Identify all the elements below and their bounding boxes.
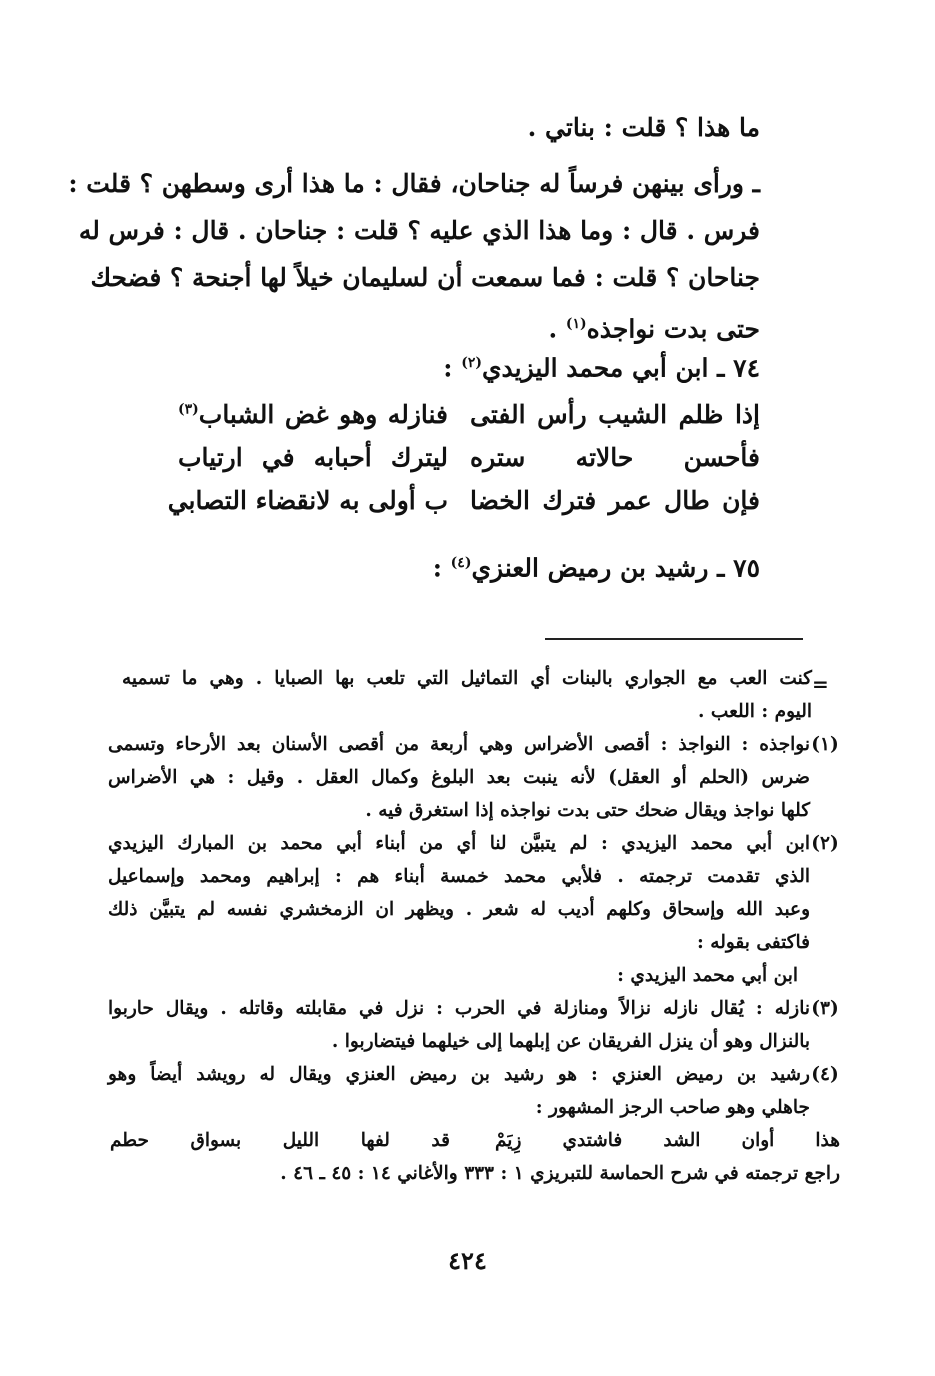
footnote-line: اليوم : اللعب . [698,701,812,722]
footnote-line: نازله : يُقال نازله نزالاً ومنازلة في الحرب : نزل في مقابلته وقاتله . ويقال حاربوا [108,998,810,1019]
entry-75-colon: : [432,553,451,583]
body-line-1: ما هذا ؟ قلت : بناتي . [527,113,760,142]
verse-hemistich-2 [178,400,448,429]
footnote-1 [108,728,839,827]
footnote-2-label: (٢) [811,833,839,854]
verse-hemistich-2: ليترك أحبابه في ارتياب [178,443,448,472]
footnote-line: فاكتفى بقوله : [697,932,810,953]
footnote-4-label: (٤) [811,1064,839,1085]
footnotes [108,662,840,1190]
poem-74 [160,400,760,529]
footnote-1-label: (١) [811,734,839,755]
body-line-4: جناحان ؟ قلت : فما سمعت أن لسليمان خيلاً لها أجنحة ؟ فضحك [90,263,760,292]
footnote-2 [108,827,839,992]
footnote-separator [545,638,803,640]
footnote-line: وعبد الله وإسحاق وكلهم أديب له شعر . ويظهر ان الزمخشري نفسه لم يتبيَّن ذلك [108,899,810,920]
continuation-mark: = [812,672,829,696]
verse-hemistich-2-text: فنازله وهو غض الشباب [198,400,448,429]
verse-hemistich-1: فأحسن حالاته ستره [470,443,760,472]
entry-74-title: ٧٤ ـ ابن أبي محمد اليزيدي [481,353,760,383]
verse-row [160,443,760,486]
footnote-line: جاهلي وهو صاحب الرجز المشهور : [535,1097,810,1118]
rajaz-hemistich-2: قد لفها الليل بسواق حطم [110,1130,450,1151]
body-paragraph [68,160,760,352]
footnote-ref-1: (١) [565,316,587,332]
footnote-line: بالنزال وهو أن ينزل الفريقان عن إبلهما إلى خيلهما فيتضاربوا . [331,1031,810,1052]
rajaz-hemistich-1: هذا أوان الشد فاشتدي زِيَمْ [495,1130,840,1151]
footnote-line: كنت العب مع الجواري بالبنات أي التماثيل التي تلعب بها الصبايا . وهي ما تسميه [122,668,812,689]
footnote-line: ابن أبي محمد اليزيدي : [617,965,798,986]
page-number: ٤٢٤ [448,1246,487,1275]
body-text [120,104,760,151]
entry-74-heading [120,340,760,391]
verse-row [160,400,760,443]
entry-74-colon: : [443,353,462,383]
footnote-3 [108,992,839,1058]
footnote-line: ضرس (الحلم أو العقل) لأنه ينبت بعد البلوغ وكمال العقل . وقيل : هي الأضراس [108,767,810,788]
footnote-line: ابن أبي محمد اليزيدي : لم يتبيَّن لنا أي من أبناء أبي محمد بن المبارك اليزيدي [108,833,810,854]
verse-hemistich-1: فإن طال عمر فترك الخضا [470,486,760,515]
footnote-line: الذي تقدمت ترجمته . فلأبي محمد خمسة أبناء هم : إبراهيم ومحمد وإسماعيل [108,866,810,887]
footnote-line: رشيد بن رميض العنزي : هو رشيد بن رميض العنزي ويقال له رويشد أيضاً وهو [108,1064,810,1085]
reference-line: راجع ترجمته في شرح الحماسة للتبريزي ١ : ٣٣٣ والأغاني ١٤ : ٤٥ ـ ٤٦ . [280,1163,840,1184]
entry-75-title: ٧٥ ـ رشيد بن رميض العنزي [471,553,760,583]
body-line-5-end: . [548,314,566,344]
verse-row [160,486,760,529]
footnote-3-label: (٣) [811,998,839,1019]
verse-hemistich-1: إذا ظلم الشيب رأس الفتى [470,400,760,429]
body-line-5-text: حتى بدت نواجذه [586,314,760,344]
body-line-2: ـ ورأى بينهن فرساً له جناحان، فقال : ما هذا أرى وسطهن ؟ قلت : [68,169,760,198]
entry-75-heading [120,540,760,591]
footnote-ref-3: (٣) [178,401,199,418]
footnote-ref-2: (٢) [461,355,482,371]
footnote-continuation [122,662,812,728]
footnote-line: كلها نواجذ ويقال ضحك حتى بدت نواجذه إذا استغرق فيه . [365,800,810,821]
footnote-4 [108,1058,839,1124]
body-line-3: فرس . قال : وما هذا الذي عليه ؟ قلت : جناحان . قال : فرس له [78,216,760,245]
rajaz-verse [110,1124,840,1157]
verse-hemistich-2: ب أولى به لانقضاء التصابي [167,486,448,515]
footnote-ref-4: (٤) [450,555,472,571]
footnote-line: نواجذه : النواجذ : أقصى الأضراس وهي أربعة من أقصى الأسنان بعد الأرحاء وتسمى [108,734,810,755]
